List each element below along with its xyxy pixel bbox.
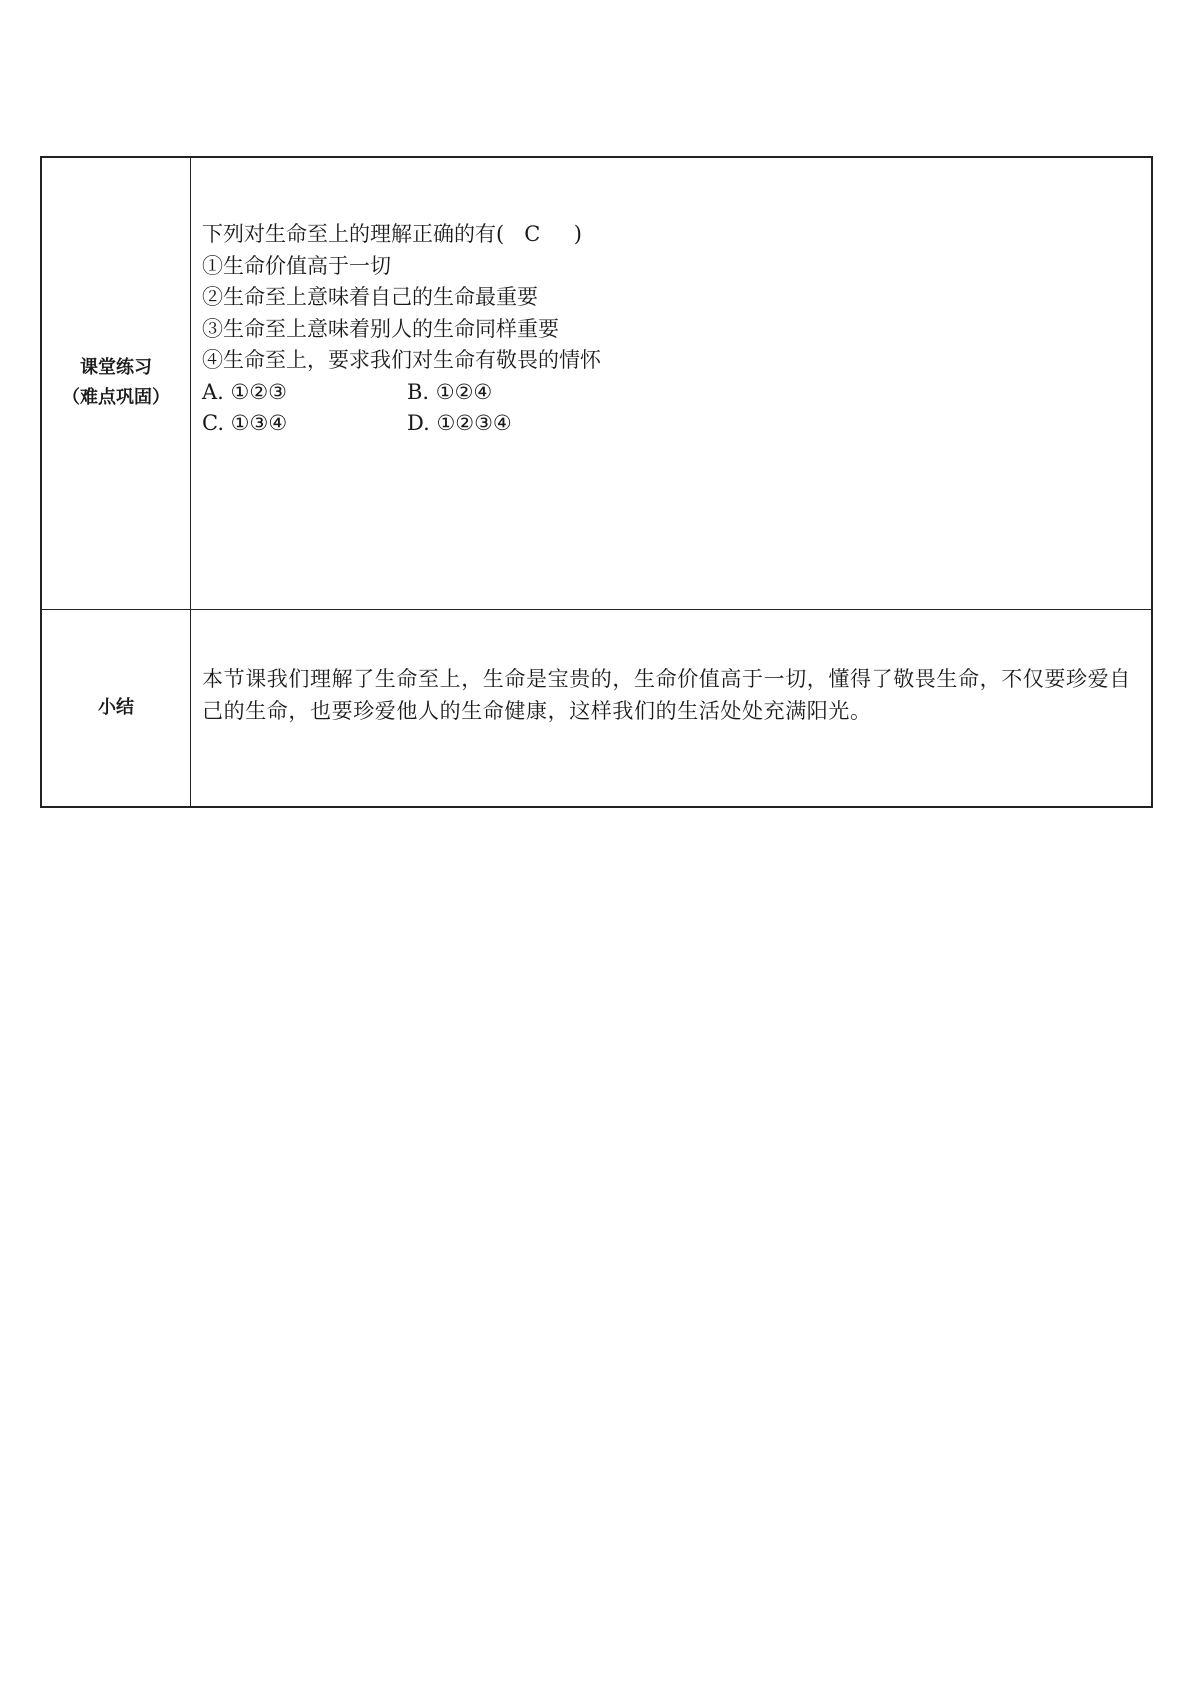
- practice-label-subtitle: （难点巩固）: [62, 387, 170, 409]
- summary-label: 小结: [98, 696, 134, 718]
- question-suffix: ): [573, 222, 582, 246]
- summary-text: 本节课我们理解了生命至上，生命是宝贵的，生命价值高于一切，懂得了敬畏生命，不仅要珍爱自己的生命，也要珍爱他人的生命健康，这样我们的生活处处充满阳光。: [202, 667, 1131, 723]
- statement-item: ③生命至上意味着别人的生命同样重要: [202, 316, 559, 341]
- question-answer: C: [524, 222, 541, 246]
- option-d: D. ①②③④: [407, 411, 512, 435]
- practice-row: [41, 157, 1152, 609]
- option-c: C. ①③④: [202, 411, 288, 435]
- practice-label-title: 课堂练习: [80, 357, 152, 379]
- statement-item: ②生命至上意味着自己的生命最重要: [202, 285, 538, 309]
- practice-label-cell: [41, 157, 191, 609]
- options-row: [202, 377, 1141, 409]
- practice-content-cell: [191, 157, 1153, 609]
- option-b: B. ①②④: [407, 379, 493, 404]
- statement-item: ①生命价值高于一切: [202, 253, 391, 278]
- summary-row: [41, 609, 1152, 807]
- practice-question-block: [202, 219, 1141, 440]
- question-prefix: 下列对生命至上的理解正确的有(: [202, 222, 505, 246]
- summary-content-cell: [191, 609, 1153, 807]
- statement-item: ④生命至上，要求我们对生命有敬畏的情怀: [202, 348, 601, 372]
- options-row: [202, 408, 1141, 440]
- option-a: A. ①②③: [202, 379, 287, 404]
- summary-label-cell: [41, 609, 191, 807]
- lesson-plan-table: [40, 156, 1153, 808]
- question-stem: [202, 219, 1141, 251]
